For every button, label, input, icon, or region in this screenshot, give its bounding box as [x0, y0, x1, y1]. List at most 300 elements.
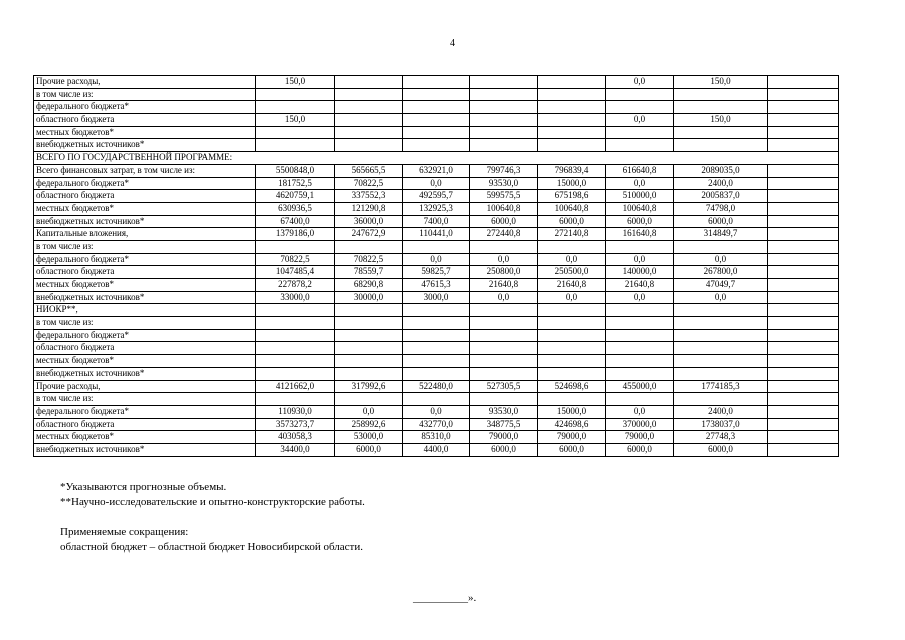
- abbreviations-text: областной бюджет – областной бюджет Новосибирской области.: [60, 541, 363, 553]
- value-cell: [470, 88, 538, 101]
- value-cell: [335, 101, 403, 114]
- value-cell: [470, 304, 538, 317]
- value-cell: 79000,0: [606, 431, 674, 444]
- value-cell: [606, 317, 674, 330]
- value-cell: [768, 266, 839, 279]
- value-cell: 6000,0: [335, 443, 403, 456]
- value-cell: 799746,3: [470, 164, 538, 177]
- value-cell: 492595,7: [403, 190, 470, 203]
- value-cell: 150,0: [256, 76, 335, 89]
- value-cell: [256, 126, 335, 139]
- value-cell: [674, 88, 768, 101]
- value-cell: [256, 240, 335, 253]
- value-cell: [768, 279, 839, 292]
- value-cell: 0,0: [538, 253, 606, 266]
- value-cell: [403, 367, 470, 380]
- value-cell: 250800,0: [470, 266, 538, 279]
- row-label: областного бюджета: [34, 266, 256, 279]
- table-row: [34, 114, 839, 127]
- value-cell: 6000,0: [470, 215, 538, 228]
- value-cell: 3000,0: [403, 291, 470, 304]
- value-cell: [606, 88, 674, 101]
- row-label: областного бюджета: [34, 418, 256, 431]
- value-cell: [538, 114, 606, 127]
- value-cell: [768, 291, 839, 304]
- value-cell: [538, 304, 606, 317]
- value-cell: [403, 355, 470, 368]
- value-cell: 7400,0: [403, 215, 470, 228]
- value-cell: 1047485,4: [256, 266, 335, 279]
- value-cell: [403, 240, 470, 253]
- value-cell: 227878,2: [256, 279, 335, 292]
- value-cell: [538, 355, 606, 368]
- closing-mark: __________».: [413, 592, 477, 604]
- value-cell: [538, 76, 606, 89]
- value-cell: [768, 114, 839, 127]
- value-cell: [538, 101, 606, 114]
- value-cell: [768, 240, 839, 253]
- table-row: [34, 291, 839, 304]
- value-cell: 247672,9: [335, 228, 403, 241]
- value-cell: [335, 126, 403, 139]
- value-cell: 3573273,7: [256, 418, 335, 431]
- value-cell: [674, 367, 768, 380]
- table-row: [34, 443, 839, 456]
- value-cell: 272140,8: [538, 228, 606, 241]
- value-cell: [256, 101, 335, 114]
- value-cell: [335, 329, 403, 342]
- value-cell: [674, 101, 768, 114]
- value-cell: 675198,6: [538, 190, 606, 203]
- value-cell: [606, 329, 674, 342]
- value-cell: [768, 177, 839, 190]
- value-cell: 616640,8: [606, 164, 674, 177]
- value-cell: 258992,6: [335, 418, 403, 431]
- value-cell: 132925,3: [403, 202, 470, 215]
- value-cell: [256, 317, 335, 330]
- value-cell: [768, 202, 839, 215]
- value-cell: 0,0: [335, 405, 403, 418]
- row-label: федерального бюджета*: [34, 329, 256, 342]
- value-cell: [403, 317, 470, 330]
- value-cell: [538, 88, 606, 101]
- value-cell: 161640,8: [606, 228, 674, 241]
- table-row: [34, 304, 839, 317]
- value-cell: 0,0: [403, 177, 470, 190]
- value-cell: [335, 88, 403, 101]
- value-cell: [674, 317, 768, 330]
- value-cell: 21640,8: [538, 279, 606, 292]
- value-cell: 524698,6: [538, 380, 606, 393]
- row-label: местных бюджетов*: [34, 126, 256, 139]
- value-cell: 85310,0: [403, 431, 470, 444]
- table-row: [34, 190, 839, 203]
- row-label: федерального бюджета*: [34, 253, 256, 266]
- value-cell: 0,0: [674, 253, 768, 266]
- value-cell: 79000,0: [538, 431, 606, 444]
- table-row: [34, 342, 839, 355]
- value-cell: 30000,0: [335, 291, 403, 304]
- value-cell: 110930,0: [256, 405, 335, 418]
- row-label: внебюджетных источников*: [34, 291, 256, 304]
- value-cell: [674, 393, 768, 406]
- row-label: в том числе из:: [34, 393, 256, 406]
- value-cell: [768, 139, 839, 152]
- value-cell: 337552,3: [335, 190, 403, 203]
- value-cell: [538, 393, 606, 406]
- table-row: [34, 253, 839, 266]
- value-cell: [768, 304, 839, 317]
- value-cell: [538, 240, 606, 253]
- value-cell: 522480,0: [403, 380, 470, 393]
- row-label: федерального бюджета*: [34, 101, 256, 114]
- value-cell: [403, 139, 470, 152]
- value-cell: [403, 342, 470, 355]
- value-cell: [768, 101, 839, 114]
- value-cell: 21640,8: [470, 279, 538, 292]
- value-cell: 565665,5: [335, 164, 403, 177]
- value-cell: 2005837,0: [674, 190, 768, 203]
- value-cell: [403, 304, 470, 317]
- value-cell: 110441,0: [403, 228, 470, 241]
- value-cell: [768, 355, 839, 368]
- value-cell: 0,0: [606, 253, 674, 266]
- value-cell: [768, 253, 839, 266]
- table-row: [34, 76, 839, 89]
- value-cell: [606, 139, 674, 152]
- value-cell: [256, 393, 335, 406]
- value-cell: [768, 393, 839, 406]
- row-label: внебюджетных источников*: [34, 443, 256, 456]
- row-label: внебюджетных источников*: [34, 367, 256, 380]
- row-label: местных бюджетов*: [34, 279, 256, 292]
- value-cell: 370000,0: [606, 418, 674, 431]
- forecast-footnote: *Указываются прогнозные объемы.: [60, 481, 227, 493]
- value-cell: 15000,0: [538, 405, 606, 418]
- row-label: НИОКР**,: [34, 304, 256, 317]
- value-cell: 78559,7: [335, 266, 403, 279]
- row-label: местных бюджетов*: [34, 431, 256, 444]
- value-cell: [768, 76, 839, 89]
- value-cell: [606, 126, 674, 139]
- row-label: Прочие расходы,: [34, 380, 256, 393]
- value-cell: [538, 329, 606, 342]
- table-row: [34, 164, 839, 177]
- footnote-spacer: [60, 510, 365, 525]
- row-label: Капитальные вложения,: [34, 228, 256, 241]
- value-cell: [606, 355, 674, 368]
- table-row: [34, 266, 839, 279]
- value-cell: [768, 380, 839, 393]
- value-cell: 250500,0: [538, 266, 606, 279]
- value-cell: [674, 304, 768, 317]
- value-cell: [470, 114, 538, 127]
- budget-table-body: [34, 76, 839, 457]
- value-cell: 0,0: [606, 177, 674, 190]
- value-cell: 33000,0: [256, 291, 335, 304]
- table-row: [34, 139, 839, 152]
- value-cell: 70822,5: [335, 253, 403, 266]
- value-cell: 2089035,0: [674, 164, 768, 177]
- row-label: в том числе из:: [34, 88, 256, 101]
- value-cell: [768, 164, 839, 177]
- value-cell: 70822,5: [335, 177, 403, 190]
- value-cell: 0,0: [606, 76, 674, 89]
- value-cell: [403, 114, 470, 127]
- value-cell: [768, 367, 839, 380]
- table-row: [34, 177, 839, 190]
- value-cell: [606, 367, 674, 380]
- budget-table: [33, 75, 839, 457]
- value-cell: [538, 126, 606, 139]
- value-cell: 59825,7: [403, 266, 470, 279]
- value-cell: 4620759,1: [256, 190, 335, 203]
- value-cell: 121290,8: [335, 202, 403, 215]
- table-row: [34, 405, 839, 418]
- value-cell: 6000,0: [470, 443, 538, 456]
- value-cell: 27748,3: [674, 431, 768, 444]
- value-cell: [335, 114, 403, 127]
- value-cell: 47049,7: [674, 279, 768, 292]
- value-cell: 70822,5: [256, 253, 335, 266]
- value-cell: [470, 240, 538, 253]
- value-cell: [335, 393, 403, 406]
- value-cell: 630936,5: [256, 202, 335, 215]
- footnotes: [60, 480, 365, 555]
- table-row: [34, 380, 839, 393]
- value-cell: 2400,0: [674, 405, 768, 418]
- value-cell: [768, 405, 839, 418]
- row-label: местных бюджетов*: [34, 202, 256, 215]
- value-cell: [606, 304, 674, 317]
- table-row: [34, 317, 839, 330]
- value-cell: [768, 190, 839, 203]
- value-cell: [768, 126, 839, 139]
- value-cell: [768, 329, 839, 342]
- value-cell: 348775,5: [470, 418, 538, 431]
- value-cell: [674, 342, 768, 355]
- value-cell: [335, 342, 403, 355]
- value-cell: 6000,0: [538, 443, 606, 456]
- value-cell: [256, 355, 335, 368]
- value-cell: 632921,0: [403, 164, 470, 177]
- value-cell: [470, 76, 538, 89]
- value-cell: [768, 88, 839, 101]
- row-label: местных бюджетов*: [34, 355, 256, 368]
- value-cell: [470, 126, 538, 139]
- row-label: Всего финансовых затрат, в том числе из:: [34, 164, 256, 177]
- value-cell: [768, 317, 839, 330]
- value-cell: [768, 215, 839, 228]
- value-cell: 0,0: [606, 291, 674, 304]
- value-cell: 6000,0: [606, 215, 674, 228]
- row-label: в том числе из:: [34, 317, 256, 330]
- value-cell: 150,0: [674, 76, 768, 89]
- row-label: областного бюджета: [34, 190, 256, 203]
- value-cell: 0,0: [538, 291, 606, 304]
- value-cell: 68290,8: [335, 279, 403, 292]
- value-cell: [768, 431, 839, 444]
- table-row: [34, 367, 839, 380]
- value-cell: [606, 342, 674, 355]
- value-cell: 0,0: [470, 253, 538, 266]
- table-row: [34, 279, 839, 292]
- value-cell: 15000,0: [538, 177, 606, 190]
- value-cell: 150,0: [674, 114, 768, 127]
- row-label: областного бюджета: [34, 342, 256, 355]
- value-cell: 36000,0: [335, 215, 403, 228]
- value-cell: 47615,3: [403, 279, 470, 292]
- value-cell: [335, 139, 403, 152]
- value-cell: 599575,5: [470, 190, 538, 203]
- value-cell: 403058,3: [256, 431, 335, 444]
- rnd-footnote: **Научно-исследовательские и опытно-конструкторские работы.: [60, 496, 365, 508]
- table-row: [34, 393, 839, 406]
- value-cell: [470, 367, 538, 380]
- value-cell: 4121662,0: [256, 380, 335, 393]
- value-cell: [335, 367, 403, 380]
- value-cell: 6000,0: [674, 215, 768, 228]
- value-cell: 100640,8: [538, 202, 606, 215]
- row-label: областного бюджета: [34, 114, 256, 127]
- value-cell: 0,0: [606, 114, 674, 127]
- value-cell: 432770,0: [403, 418, 470, 431]
- table-row: [34, 431, 839, 444]
- value-cell: 267800,0: [674, 266, 768, 279]
- value-cell: [403, 76, 470, 89]
- value-cell: [403, 329, 470, 342]
- table-row: [34, 202, 839, 215]
- value-cell: 6000,0: [674, 443, 768, 456]
- value-cell: [256, 88, 335, 101]
- value-cell: 424698,6: [538, 418, 606, 431]
- table-row: [34, 126, 839, 139]
- value-cell: 272440,8: [470, 228, 538, 241]
- value-cell: 0,0: [403, 253, 470, 266]
- table-section-row: [34, 152, 839, 165]
- value-cell: 0,0: [606, 405, 674, 418]
- value-cell: 150,0: [256, 114, 335, 127]
- value-cell: [674, 240, 768, 253]
- value-cell: [470, 342, 538, 355]
- value-cell: [538, 342, 606, 355]
- value-cell: [335, 355, 403, 368]
- value-cell: 100640,8: [606, 202, 674, 215]
- value-cell: 34400,0: [256, 443, 335, 456]
- table-row: [34, 228, 839, 241]
- value-cell: 79000,0: [470, 431, 538, 444]
- value-cell: [335, 240, 403, 253]
- value-cell: 0,0: [470, 291, 538, 304]
- page-number: 4: [450, 38, 455, 49]
- value-cell: [403, 101, 470, 114]
- value-cell: [256, 139, 335, 152]
- value-cell: [606, 240, 674, 253]
- table-row: [34, 240, 839, 253]
- value-cell: 6000,0: [538, 215, 606, 228]
- value-cell: [606, 393, 674, 406]
- value-cell: 93530,0: [470, 405, 538, 418]
- row-label: федерального бюджета*: [34, 405, 256, 418]
- value-cell: 314849,7: [674, 228, 768, 241]
- row-label: внебюджетных источников*: [34, 139, 256, 152]
- value-cell: [674, 126, 768, 139]
- value-cell: [768, 418, 839, 431]
- value-cell: [470, 355, 538, 368]
- value-cell: 0,0: [674, 291, 768, 304]
- value-cell: [335, 304, 403, 317]
- value-cell: [470, 317, 538, 330]
- value-cell: [403, 393, 470, 406]
- value-cell: [403, 126, 470, 139]
- section-title: ВСЕГО ПО ГОСУДАРСТВЕННОЙ ПРОГРАММЕ:: [34, 152, 839, 165]
- value-cell: [674, 139, 768, 152]
- value-cell: 1379186,0: [256, 228, 335, 241]
- value-cell: 6000,0: [606, 443, 674, 456]
- value-cell: 1774185,3: [674, 380, 768, 393]
- value-cell: 53000,0: [335, 431, 403, 444]
- value-cell: [256, 367, 335, 380]
- value-cell: 74798,0: [674, 202, 768, 215]
- value-cell: [256, 342, 335, 355]
- table-row: [34, 215, 839, 228]
- value-cell: 1738037,0: [674, 418, 768, 431]
- value-cell: [538, 139, 606, 152]
- value-cell: [674, 329, 768, 342]
- value-cell: 455000,0: [606, 380, 674, 393]
- row-label: внебюджетных источников*: [34, 215, 256, 228]
- value-cell: [538, 317, 606, 330]
- table-row: [34, 88, 839, 101]
- row-label: Прочие расходы,: [34, 76, 256, 89]
- value-cell: 100640,8: [470, 202, 538, 215]
- value-cell: 510000,0: [606, 190, 674, 203]
- value-cell: 181752,5: [256, 177, 335, 190]
- value-cell: [335, 317, 403, 330]
- value-cell: 140000,0: [606, 266, 674, 279]
- table-row: [34, 418, 839, 431]
- row-label: в том числе из:: [34, 240, 256, 253]
- value-cell: [768, 342, 839, 355]
- table-row: [34, 101, 839, 114]
- row-label: федерального бюджета*: [34, 177, 256, 190]
- value-cell: [256, 329, 335, 342]
- table-row: [34, 355, 839, 368]
- value-cell: [768, 228, 839, 241]
- abbreviations-heading: Применяемые сокращения:: [60, 526, 189, 538]
- value-cell: 2400,0: [674, 177, 768, 190]
- value-cell: [538, 367, 606, 380]
- value-cell: 67400,0: [256, 215, 335, 228]
- value-cell: 317992,6: [335, 380, 403, 393]
- value-cell: 21640,8: [606, 279, 674, 292]
- table-row: [34, 329, 839, 342]
- value-cell: [470, 101, 538, 114]
- value-cell: [768, 443, 839, 456]
- value-cell: [606, 101, 674, 114]
- value-cell: [470, 139, 538, 152]
- value-cell: 5500848,0: [256, 164, 335, 177]
- value-cell: 796839,4: [538, 164, 606, 177]
- value-cell: [470, 329, 538, 342]
- value-cell: 4400,0: [403, 443, 470, 456]
- value-cell: 0,0: [403, 405, 470, 418]
- value-cell: [674, 355, 768, 368]
- value-cell: [335, 76, 403, 89]
- value-cell: [403, 88, 470, 101]
- value-cell: 527305,5: [470, 380, 538, 393]
- value-cell: [470, 393, 538, 406]
